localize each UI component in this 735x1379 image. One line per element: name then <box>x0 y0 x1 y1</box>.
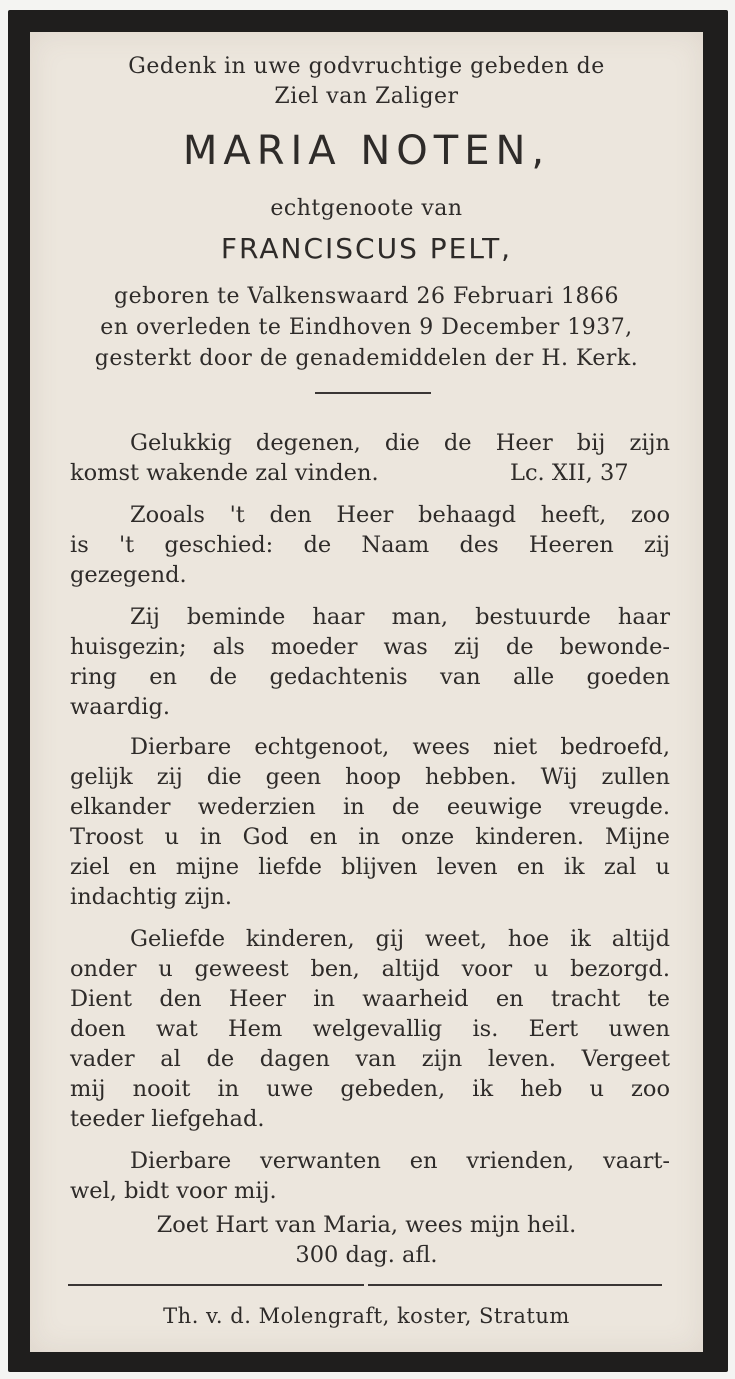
sacraments-line: gesterkt door de genademiddelen der H. Kerk. <box>94 346 639 371</box>
p5-line-2: onder u geweest ben, altijd voor u bezorgd. <box>70 956 670 982</box>
p4-line-3: elkander wederzien in de eeuwige vreugde. <box>70 794 670 820</box>
p4-line-2: gelijk zij die geen hoop hebben. Wij zullen <box>70 764 670 790</box>
p5-line-1: Geliefde kinderen, gij weet, hoe ik altijd <box>130 926 670 952</box>
p5-line-6: mij nooit in uwe gebeden, ik heb u zoo <box>70 1076 670 1102</box>
printer-credit: Th. v. d. Molengraft, koster, Stratum <box>163 1304 570 1328</box>
divider-left <box>68 1284 364 1286</box>
intro-line-2: Ziel van Zaliger <box>274 84 459 109</box>
prayer-line: Zoet Hart van Maria, wees mijn heil. <box>156 1212 577 1238</box>
p2-line-2: is 't geschied: de Naam des Heeren zij <box>70 532 670 558</box>
p1-line-2: komst wakende zal vinden. <box>70 460 379 486</box>
p5-line-4: doen wat Hem welgevallig is. Eert uwen <box>70 1016 670 1042</box>
birth-line: geboren te Valkenswaard 26 Februari 1866 <box>114 284 619 309</box>
p5-line-7: teeder liefgehad. <box>70 1106 265 1132</box>
card-paper <box>30 32 703 1352</box>
p4-line-1: Dierbare echtgenoot, wees niet bedroefd, <box>130 734 670 760</box>
p3-line-3: ring en de gedachtenis van alle goeden <box>70 664 670 690</box>
p6-line-1: Dierbare verwanten en vrienden, vaart- <box>130 1148 670 1174</box>
p4-line-4: Troost u in God en in onze kinderen. Mijne <box>70 824 670 850</box>
p6-line-2: wel, bidt voor mij. <box>70 1178 277 1204</box>
spouse-name: FRANCISCUS PELT, <box>220 232 513 265</box>
divider-short <box>315 392 431 394</box>
intro-line-1: Gedenk in uwe godvruchtige gebeden de <box>128 54 605 79</box>
p3-line-1: Zij beminde haar man, bestuurde haar <box>130 604 670 630</box>
p4-line-5: ziel en mijne liefde blijven leven en ik zal u <box>70 854 670 880</box>
death-line: en overleden te Eindhoven 9 December 1937, <box>100 315 633 340</box>
p5-line-3: Dient den Heer in waarheid en tracht te <box>70 986 670 1012</box>
p1-line-1: Gelukkig degenen, die de Heer bij zijn <box>130 430 670 456</box>
deceased-name: MARIA NOTEN, <box>182 128 551 174</box>
p3-line-2: huisgezin; als moeder was zij de bewonde- <box>70 634 670 660</box>
bible-reference: Lc. XII, 37 <box>510 460 629 486</box>
p4-line-6: indachtig zijn. <box>70 884 233 910</box>
indulgence-line: 300 dag. afl. <box>295 1242 438 1268</box>
p2-line-1: Zooals 't den Heer behaagd heeft, zoo <box>130 502 670 528</box>
p3-line-4: waardig. <box>70 694 170 720</box>
relation-text: echtgenoote van <box>270 196 463 221</box>
divider-right <box>368 1284 662 1286</box>
p5-line-5: vader al de dagen van zijn leven. Vergeet <box>70 1046 670 1072</box>
p2-line-3: gezegend. <box>70 562 187 588</box>
